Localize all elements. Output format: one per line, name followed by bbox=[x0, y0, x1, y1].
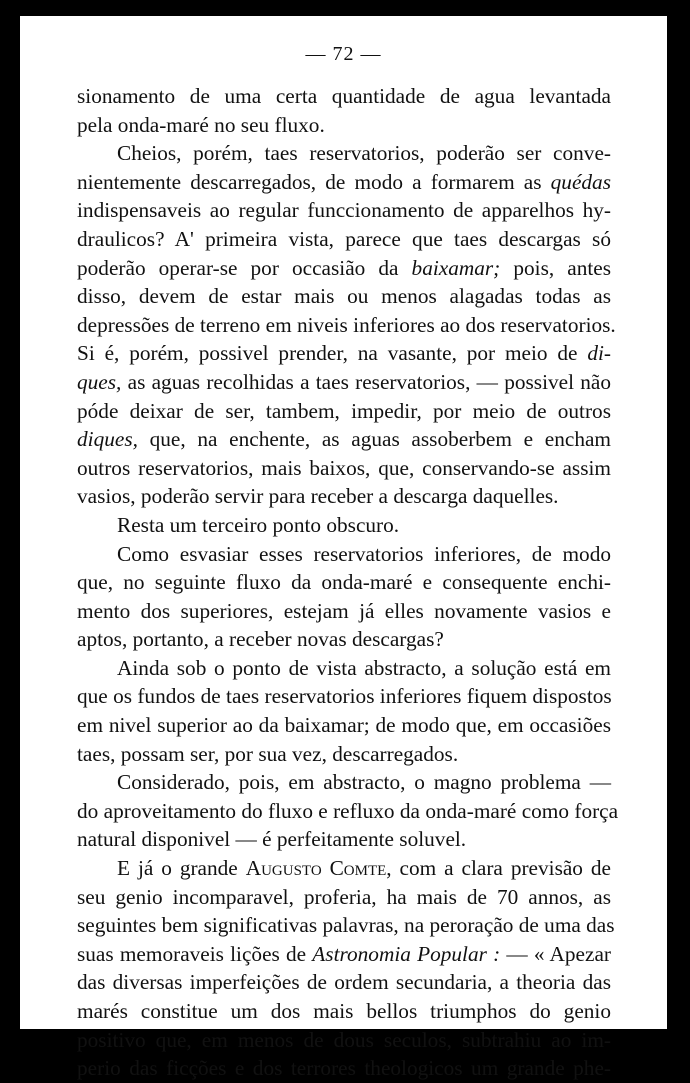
page-number: — 72 — bbox=[305, 43, 382, 65]
text-line: disso, devem de estar mais ou menos alagadas todas as bbox=[77, 284, 611, 309]
body-text bbox=[77, 82, 619, 1083]
text-line: ques, as aguas recolhidas a taes reservatorios, — possivel não bbox=[77, 369, 611, 394]
text-line: draulicos? A' primeira vista, parece que taes descargas só bbox=[77, 226, 611, 251]
text-line: taes, possam ser, por sua vez, descarregados. bbox=[77, 741, 459, 766]
text-line: indispensaveis ao regular funccionamento de apparelhos hy- bbox=[77, 198, 611, 223]
text-line: Cheios, porém, taes reservatorios, poderão ser conve- bbox=[117, 141, 611, 166]
text-line: Considerado, pois, em abstracto, o magno problema — bbox=[117, 770, 611, 795]
text-line: do aproveitamento do fluxo e refluxo da onda-maré como força bbox=[77, 798, 619, 823]
text-line: sionamento de uma certa quantidade de agua levantada bbox=[77, 84, 611, 108]
text-line: que, no seguinte fluxo da onda-maré e consequente enchi- bbox=[77, 570, 611, 595]
text-line: natural disponivel — é perfeitamente soluvel. bbox=[77, 827, 467, 852]
text-line: mento dos superiores, estejam já elles novamente vasios e bbox=[77, 598, 611, 623]
text-line: outros reservatorios, mais baixos, que, conservando-se assim bbox=[77, 455, 611, 480]
text-line: E já o grande Augusto Comte, com a clara previsão de bbox=[117, 856, 611, 881]
text-line: Como esvasiar esses reservatorios inferiores, de modo bbox=[117, 541, 611, 566]
text-line: perio das ficções e dos terrores theologicos um grande phe- bbox=[77, 1056, 611, 1081]
text-line: depressões de terreno em niveis inferiores ao dos reservatorios. bbox=[77, 312, 616, 337]
text-line: que os fundos de taes reservatorios inferiores fiquem dispostos bbox=[77, 684, 612, 709]
text-line: aptos, portanto, a receber novas descargas? bbox=[77, 627, 444, 652]
text-line: nientemente descarregados, de modo a formarem as quédas bbox=[77, 169, 611, 194]
text-line: vasios, poderão servir para receber a descarga daquelles. bbox=[77, 484, 559, 509]
text-line: seu genio incomparavel, proferia, ha mais de 70 annos, as bbox=[77, 884, 611, 909]
text-line: Ainda sob o ponto de vista abstracto, a solução está em bbox=[117, 655, 611, 680]
book-page bbox=[20, 16, 667, 1081]
text-line: marés constitue um dos mais bellos triumphos do genio bbox=[77, 999, 611, 1023]
text-line: positivo que, em menos de dous seculos, subtrahiu ao im- bbox=[77, 1027, 611, 1052]
text-line: suas memoraveis lições de Astronomia Popular : — « Apezar bbox=[77, 941, 611, 966]
text-line: pela onda-maré no seu fluxo. bbox=[77, 112, 325, 137]
text-line: seguintes bem significativas palavras, na peroração de uma das bbox=[77, 913, 615, 938]
text-line: póde deixar de ser, tambem, impedir, por meio de outros bbox=[77, 398, 611, 423]
text-line: das diversas imperfeições de ordem secundaria, a theoria das bbox=[77, 970, 611, 995]
text-line: Resta um terceiro ponto obscuro. bbox=[117, 512, 400, 537]
text-line: poderão operar-se por occasião da baixamar; pois, antes bbox=[77, 255, 612, 280]
text-line: em nivel superior ao da baixamar; de modo que, em occasiões bbox=[77, 713, 611, 738]
text-line: Si é, porém, possivel prender, na vasante, por meio de di- bbox=[77, 341, 611, 366]
text-line: diques, que, na enchente, as aguas assoberbem e encham bbox=[77, 427, 611, 452]
